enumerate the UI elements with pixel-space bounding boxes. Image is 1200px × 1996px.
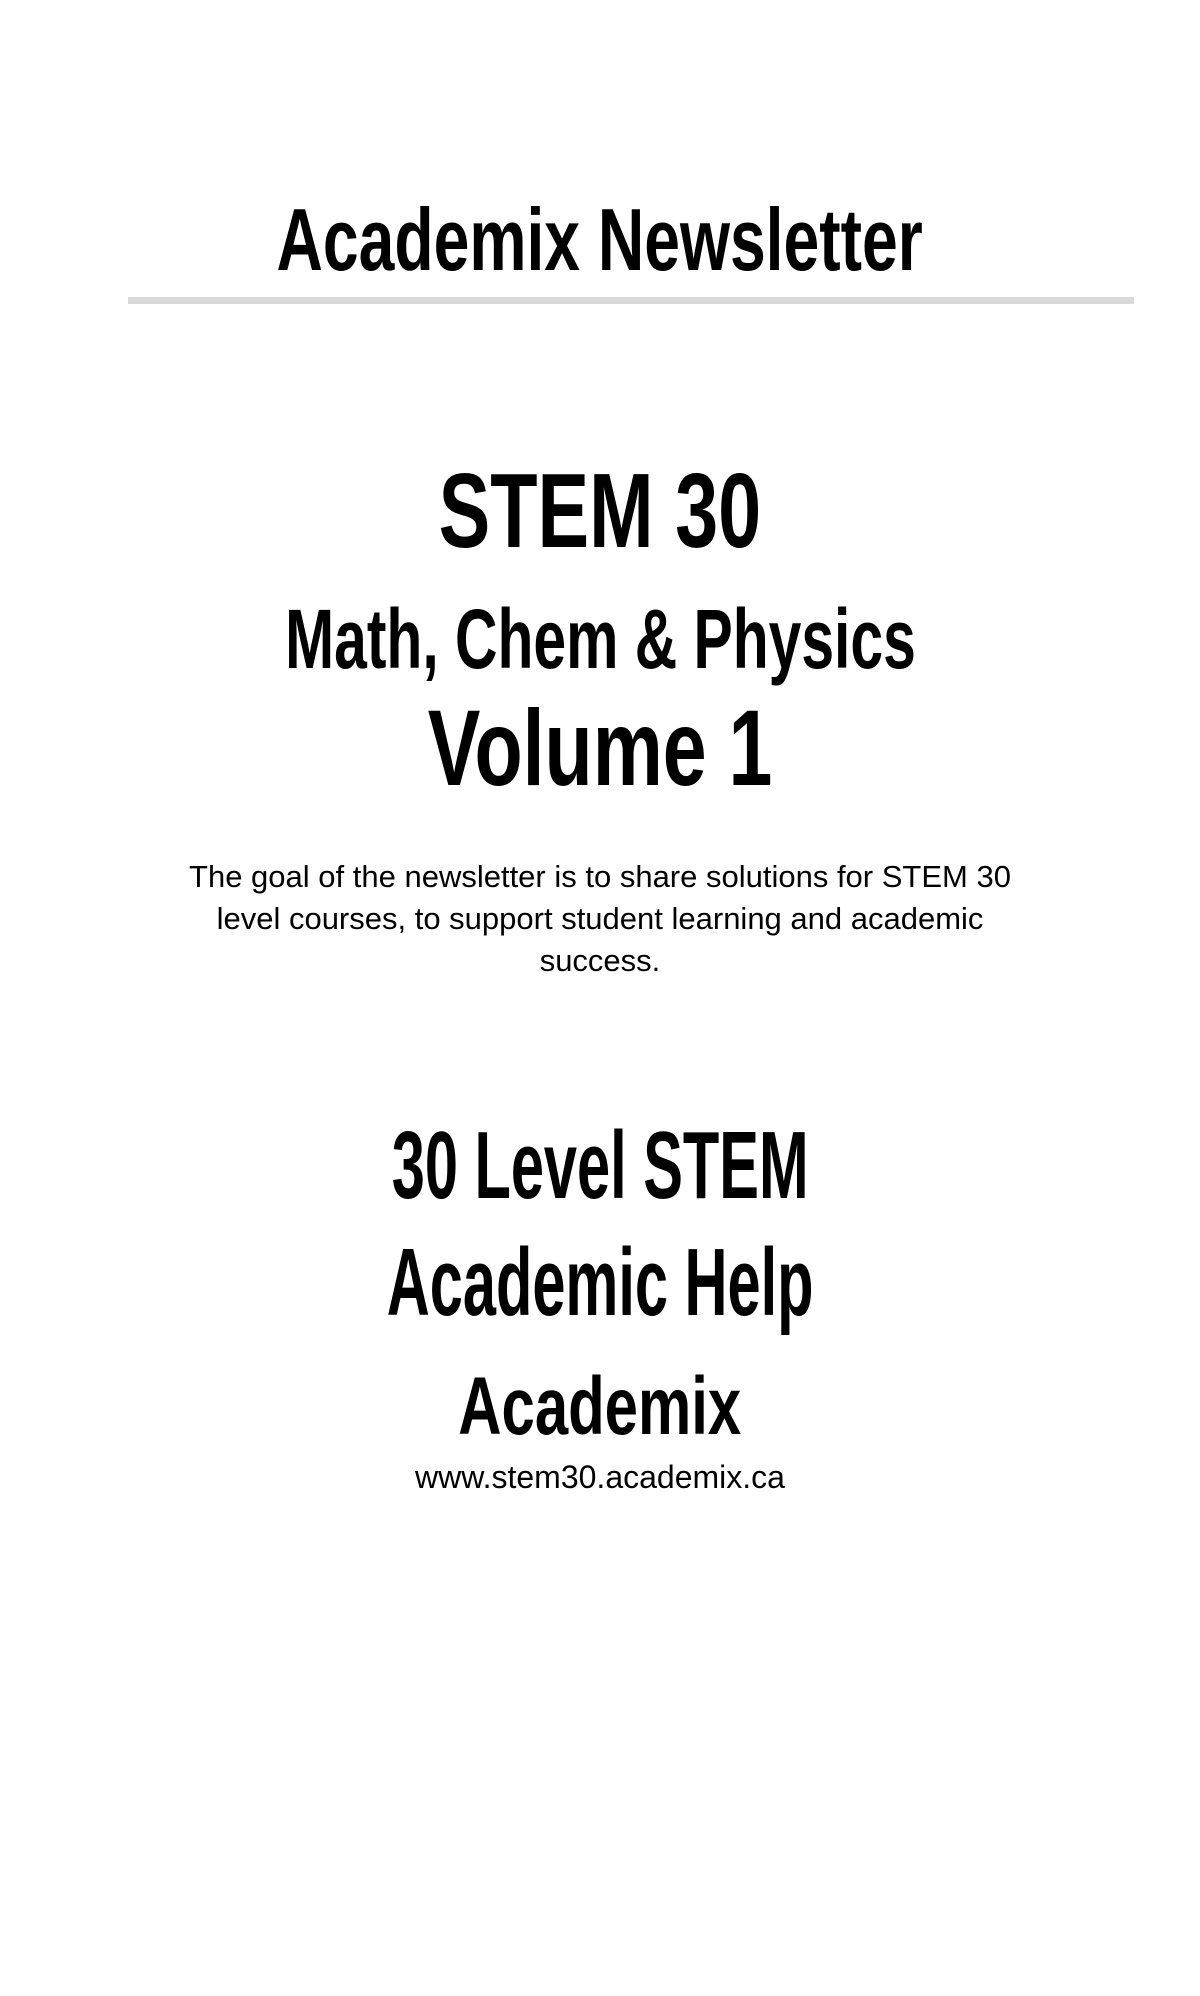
- website-url: www.stem30.academix.ca: [415, 1459, 785, 1495]
- volume-heading: [0, 687, 1200, 808]
- brand-name: [0, 1361, 1200, 1452]
- mission-statement-line: The goal of the newsletter is to share solutions for STEM 30: [189, 859, 1011, 894]
- mission-statement-line: success.: [539, 943, 661, 978]
- services-heading-line1: 30 Level STEM: [391, 1112, 809, 1219]
- title-divider: [128, 297, 1134, 304]
- brand-name-text: Academix: [458, 1361, 742, 1452]
- course-title: [0, 452, 1200, 570]
- mission-statement-line: level courses, to support student learning and academic: [216, 901, 984, 936]
- volume-heading-text: Volume 1: [427, 687, 773, 808]
- services-heading-line2: Academic Help: [386, 1229, 814, 1336]
- subjects-subtitle: [0, 592, 1200, 686]
- newsletter-title-text: Academix Newsletter: [276, 190, 924, 289]
- newsletter-title: [0, 190, 1200, 289]
- services-heading: [0, 1107, 1200, 1341]
- newsletter-cover-page: [0, 190, 1200, 1996]
- course-title-text: STEM 30: [438, 452, 762, 570]
- mission-statement: [0, 856, 1200, 982]
- subjects-subtitle-text: Math, Chem & Physics: [284, 592, 916, 686]
